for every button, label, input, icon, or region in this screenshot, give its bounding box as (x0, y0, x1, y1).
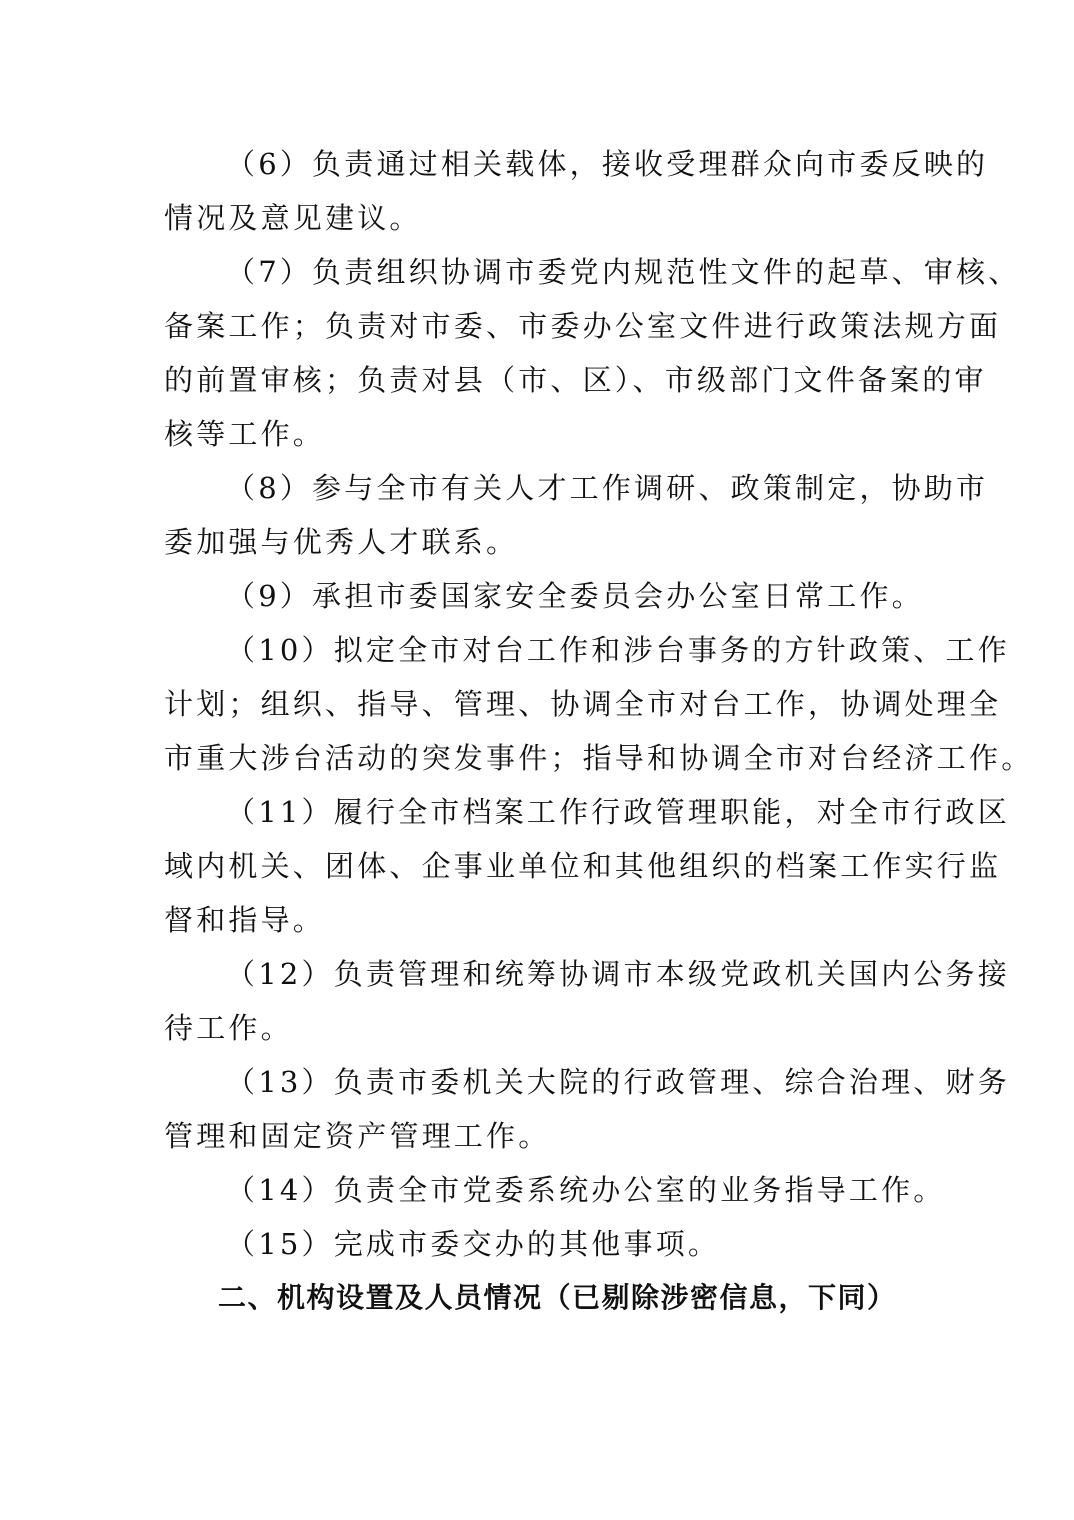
paragraph-15-line-1: （15）完成市委交办的其他事项。 (226, 1227, 721, 1261)
paragraph-8-line-1: （8）参与全市有关人才工作调研、政策制定，协助市 (226, 471, 989, 505)
paragraph-6-line-1: （6）负责通过相关载体，接收受理群众向市委反映的 (226, 147, 989, 181)
paragraph-10-line-3: 市重大涉台活动的突发事件；指导和协调全市对台经济工作。 (164, 741, 1034, 775)
paragraph-11-line-3: 督和指导。 (164, 903, 326, 937)
paragraph-7-line-3: 的前置审核；负责对县（市、区）、市级部门文件备案的审 (164, 363, 987, 397)
paragraph-14-line-1: （14）负责全市党委系统办公室的业务指导工作。 (226, 1173, 946, 1207)
paragraph-12-line-1: （12）负责管理和统筹协调市本级党政机关国内公务接 (226, 957, 1010, 991)
paragraph-11-line-1: （11）履行全市档案工作行政管理职能，对全市行政区 (226, 795, 1010, 829)
paragraph-8-line-2: 委加强与优秀人才联系。 (164, 525, 519, 559)
paragraph-10-line-2: 计划；组织、指导、管理、协调全市对台工作，协调处理全 (164, 687, 1002, 721)
section-heading: 二、机构设置及人员情况（已剔除涉密信息，下同） (218, 1281, 897, 1314)
paragraph-11-line-2: 域内机关、团体、企事业单位和其他组织的档案工作实行监 (164, 849, 1002, 883)
paragraph-7-line-1: （7）负责组织协调市委党内规范性文件的起草、审核、 (226, 255, 1021, 289)
paragraph-10-line-1: （10）拟定全市对台工作和涉台事务的方针政策、工作 (226, 633, 1010, 667)
paragraph-13-line-1: （13）负责市委机关大院的行政管理、综合治理、财务 (226, 1065, 1010, 1099)
paragraph-7-line-4: 核等工作。 (164, 417, 326, 451)
paragraph-13-line-2: 管理和固定资产管理工作。 (164, 1119, 551, 1153)
paragraph-7-line-2: 备案工作；负责对市委、市委办公室文件进行政策法规方面 (164, 309, 1002, 343)
paragraph-6-line-2: 情况及意见建议。 (164, 201, 422, 235)
paragraph-9-line-1: （9）承担市委国家安全委员会办公室日常工作。 (226, 579, 924, 613)
paragraph-12-line-2: 待工作。 (164, 1011, 293, 1045)
